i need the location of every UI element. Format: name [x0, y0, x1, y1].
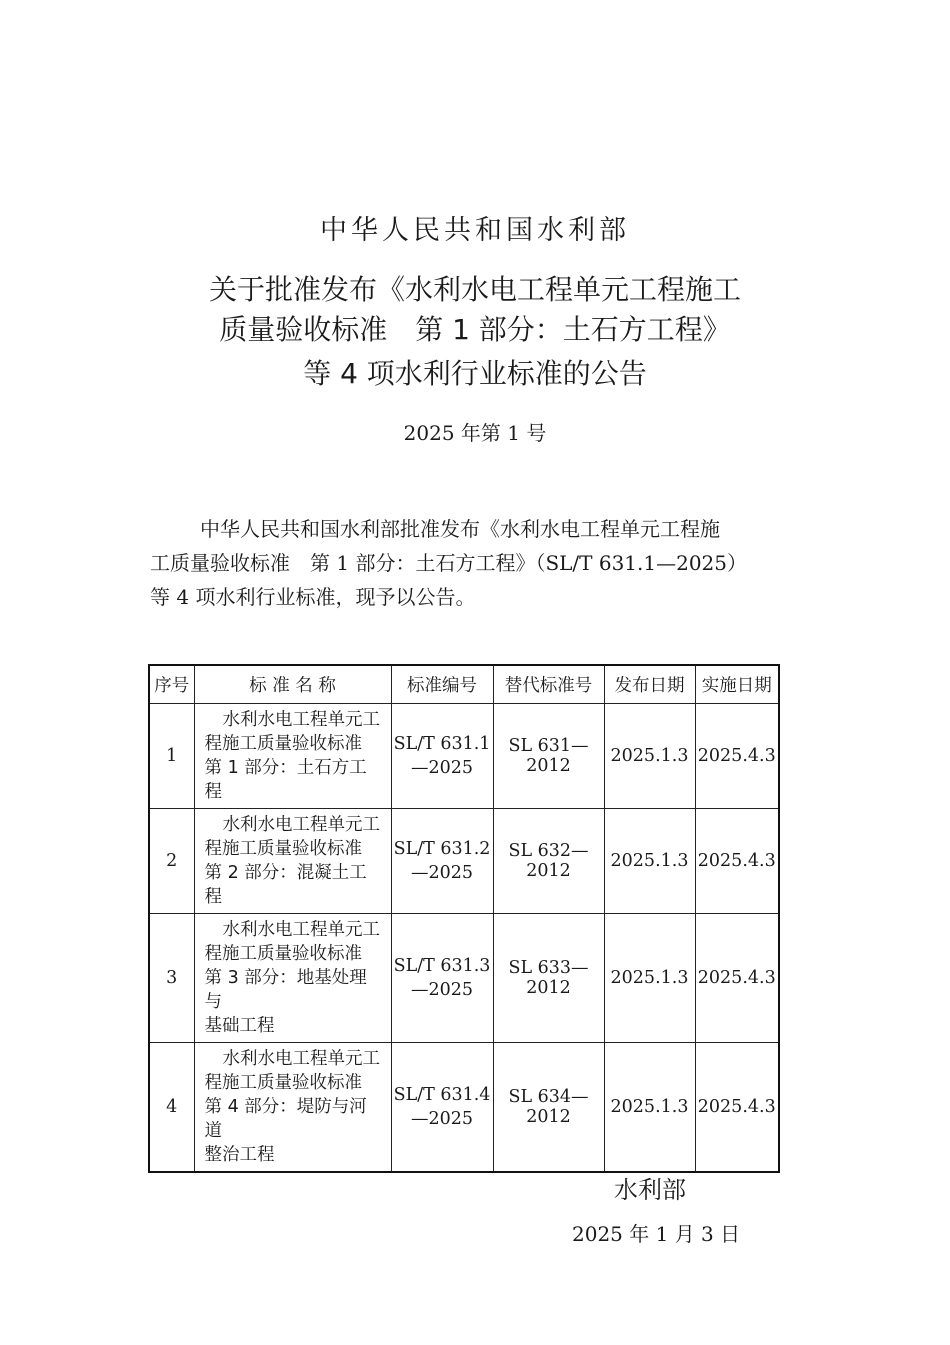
name-line: 水利水电工程单元工: [222, 815, 380, 835]
cell-effective: 2025.4.3: [695, 914, 779, 1043]
col-header-published: 发布日期: [604, 665, 695, 704]
name-line: 第 3 部分：地基处理与: [204, 968, 367, 1012]
cell-published: 2025.1.3: [604, 914, 695, 1043]
body-line-2: 工质量验收标准 第 1 部分：土石方工程》（SL/T 631.1—2025）: [150, 551, 748, 575]
name-line: 水利水电工程单元工: [222, 1049, 380, 1069]
cell-effective: 2025.4.3: [695, 704, 779, 809]
code-line: SL/T 631.3: [393, 956, 491, 976]
col-header-no: 序号: [149, 665, 194, 704]
cell-no: 2: [149, 809, 194, 914]
cell-code: [391, 704, 493, 809]
cell-replaces: SL 633—2012: [493, 914, 604, 1043]
table-row: [149, 704, 779, 809]
col-header-effective: 实施日期: [695, 665, 779, 704]
name-line: 程施工质量验收标准: [204, 734, 362, 754]
cell-published: 2025.1.3: [604, 1043, 695, 1173]
code-line: SL/T 631.1: [393, 734, 491, 754]
code-line: SL/T 631.4: [393, 1085, 491, 1105]
code-line: —2025: [410, 1109, 474, 1129]
standards-table: [148, 664, 780, 1173]
cell-no: 3: [149, 914, 194, 1043]
col-header-code: 标准编号: [391, 665, 493, 704]
cell-effective: 2025.4.3: [695, 809, 779, 914]
notice-title-line-2: 质量验收标准 第 1 部分：土石方工程》: [219, 313, 731, 346]
cell-replaces: SL 634—2012: [493, 1043, 604, 1173]
cell-code: [391, 809, 493, 914]
col-header-name: 标 准 名 称: [194, 665, 391, 704]
document-number: 2025 年第 1 号: [403, 421, 547, 445]
name-line: 水利水电工程单元工: [222, 710, 380, 730]
cell-name: [194, 704, 391, 809]
cell-code: [391, 914, 493, 1043]
signature-organization: 水利部: [614, 1176, 686, 1204]
cell-published: 2025.1.3: [604, 704, 695, 809]
cell-name: [194, 914, 391, 1043]
cell-replaces: SL 632—2012: [493, 809, 604, 914]
cell-no: 1: [149, 704, 194, 809]
name-line: 水利水电工程单元工: [222, 920, 380, 940]
table-row: [149, 809, 779, 914]
code-line: —2025: [410, 863, 474, 883]
name-line: 程施工质量验收标准: [204, 839, 362, 859]
col-header-replaces: 替代标准号: [493, 665, 604, 704]
name-line: 第 2 部分：混凝土工程: [204, 863, 367, 907]
name-line: 基础工程: [204, 1016, 275, 1036]
signature-date: 2025 年 1 月 3 日: [572, 1222, 741, 1246]
cell-name: [194, 1043, 391, 1173]
notice-title-line-1: 关于批准发布《水利水电工程单元工程施工: [208, 273, 741, 306]
code-line: SL/T 631.2: [393, 839, 491, 859]
body-line-3: 等 4 项水利行业标准，现予以公告。: [150, 585, 476, 609]
cell-no: 4: [149, 1043, 194, 1173]
cell-effective: 2025.4.3: [695, 1043, 779, 1173]
name-line: 整治工程: [204, 1145, 275, 1165]
cell-published: 2025.1.3: [604, 809, 695, 914]
code-line: —2025: [410, 758, 474, 778]
notice-title-line-3: 等 4 项水利行业标准的公告: [303, 357, 647, 390]
name-line: 程施工质量验收标准: [204, 1073, 362, 1093]
issuer-heading: 中华人民共和国水利部: [320, 215, 630, 246]
table-row: [149, 1043, 779, 1173]
name-line: 程施工质量验收标准: [204, 944, 362, 964]
cell-code: [391, 1043, 493, 1173]
table-header-row: [149, 665, 779, 704]
name-line: 第 1 部分：土石方工程: [204, 758, 367, 802]
name-line: 第 4 部分：堤防与河道: [204, 1097, 367, 1141]
notice-body: [150, 512, 780, 614]
cell-name: [194, 809, 391, 914]
code-line: —2025: [410, 980, 474, 1000]
body-line-1: 中华人民共和国水利部批准发布《水利水电工程单元工程施: [200, 517, 720, 541]
table-row: [149, 914, 779, 1043]
cell-replaces: SL 631—2012: [493, 704, 604, 809]
